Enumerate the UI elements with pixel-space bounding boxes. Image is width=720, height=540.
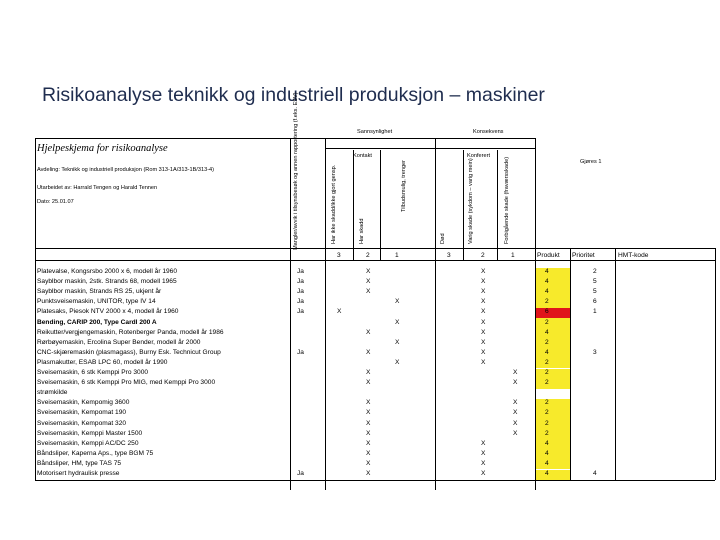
- row-mangler: Ja: [297, 278, 304, 286]
- row-machine-name: Sveisemaskin, Kemppi AC/DC 250: [37, 439, 139, 447]
- risk-cell-medium: [536, 429, 570, 439]
- row-varig: X: [481, 449, 486, 457]
- row-forbi: X: [513, 399, 518, 407]
- row-varig: X: [481, 298, 486, 306]
- risk-cell-medium: [536, 369, 570, 379]
- varig-mein-header: Varig skade (sykdom – varig mein): [468, 158, 474, 244]
- row-varig: X: [481, 358, 486, 366]
- row-produkt: 2: [545, 399, 549, 407]
- row-mangler: Ja: [297, 308, 304, 316]
- hms-header: HMT-kode: [618, 252, 649, 259]
- scale-k1: 1: [511, 252, 515, 259]
- row-skadd: X: [366, 470, 371, 477]
- scale-k2: 2: [481, 252, 485, 259]
- risk-cell-medium: [536, 268, 570, 278]
- row-machine-name: CNC-skjæremaskin (plasmagass), Burny Esk. Technicut Group: [37, 348, 221, 356]
- row-prioritet: 3: [593, 348, 597, 356]
- gjoremal-header: Gjøres 1: [580, 159, 602, 165]
- row-mangler: Ja: [297, 470, 304, 477]
- row-machine-name: Platesaks, Piesok NTV 2000 x 4, modell år 1960: [37, 308, 179, 316]
- row-prioritet: 1: [593, 308, 597, 316]
- row-produkt: 2: [545, 318, 549, 326]
- row-prioritet: 6: [593, 298, 597, 306]
- row-machine-name: Bending, CARIP 200, Type Cardl 200 A: [37, 318, 157, 326]
- risk-cell-high: [536, 308, 570, 318]
- row-forbi: X: [513, 369, 518, 376]
- risk-cell-medium: [536, 470, 570, 480]
- row-tilbud: X: [395, 318, 400, 326]
- sannsynlighet-header: Sannsynlighet: [357, 129, 393, 135]
- row-prioritet: 5: [593, 288, 597, 296]
- row-skadd: X: [366, 278, 371, 286]
- row-produkt: 4: [545, 288, 549, 296]
- row-mangler: Ja: [297, 298, 304, 306]
- row-varig: X: [481, 459, 486, 467]
- row-machine-name: Båndsliper, Kaperna Aps., type BGM 75: [37, 449, 154, 457]
- dato-text: Dato: 25.01.07: [37, 199, 74, 205]
- row-produkt: 4: [545, 470, 549, 477]
- row-skadd: X: [366, 399, 371, 407]
- row-produkt: 2: [545, 419, 549, 427]
- row-varig: X: [481, 288, 486, 296]
- row-produkt: 2: [545, 338, 549, 346]
- risk-cell-medium: [536, 288, 570, 298]
- row-machine-name: Motorisert hydraulisk presse: [37, 470, 120, 477]
- table-bottom-rule: [35, 480, 715, 481]
- risk-cell-medium: [536, 348, 570, 358]
- row-machine-name: Sveisemaskin, 6 stk Kemppi Pro 3000: [37, 369, 149, 376]
- row-skadd: X: [366, 268, 371, 275]
- risk-cell-medium: [536, 409, 570, 419]
- row-produkt: 2: [545, 379, 549, 387]
- row-forbi: X: [513, 409, 518, 417]
- row-prioritet: 2: [593, 268, 597, 275]
- risk-cell-medium: [536, 399, 570, 409]
- risk-cell-medium: [536, 379, 570, 389]
- row-prioritet: 5: [593, 278, 597, 286]
- row-varig: X: [481, 278, 486, 286]
- row-produkt: 4: [545, 459, 549, 467]
- scale-s3: 3: [337, 252, 341, 259]
- row-varig: X: [481, 308, 486, 316]
- row-prioritet: 4: [593, 470, 597, 477]
- row-produkt: 2: [545, 369, 549, 376]
- tilbudsmulig-header: Tilbudsmulig, trenger: [401, 159, 407, 212]
- row-skadd: X: [366, 449, 371, 457]
- row-tilbud: X: [395, 358, 400, 366]
- column-rule: [570, 248, 571, 480]
- risk-cell-medium: [536, 328, 570, 338]
- risk-cell-medium: [536, 439, 570, 449]
- konsekvens-header: Konsekvens: [473, 129, 504, 135]
- row-machine-name: Plasmakutter, ESAB LPC 60, modell år 1990: [37, 358, 168, 366]
- risk-cell-medium: [536, 449, 570, 459]
- forbigaende-header: Forbigående skade (fraværsskade): [504, 156, 510, 244]
- row-mangler: Ja: [297, 288, 304, 296]
- produkt-header: Produkt: [537, 252, 560, 259]
- row-machine-name: strømkilde: [37, 389, 68, 397]
- row-skadd: X: [366, 369, 371, 376]
- row-produkt: 6: [545, 308, 549, 316]
- row-machine-name: Platevalse, Kongsrsbo 2000 x 6, modell år 1960: [37, 268, 178, 275]
- row-skadd: X: [366, 328, 371, 336]
- row-produkt: 4: [545, 348, 549, 356]
- row-produkt: 2: [545, 409, 549, 417]
- row-machine-name: Sveisemaskin, 6 stk Kemppi Pro MIG, med Kemppi Pro 3000: [37, 379, 216, 387]
- row-produkt: 4: [545, 449, 549, 457]
- risk-cell-medium: [536, 318, 570, 328]
- row-machine-name: Punktsveisemaskin, UNITOR, type IV 14: [37, 298, 156, 306]
- row-produkt: 4: [545, 278, 549, 286]
- row-machine-name: Sayblbor maskin, 2stk. Strands 68, modell 1965: [37, 278, 177, 286]
- risk-cell-medium: [536, 358, 570, 368]
- risk-cell-medium: [536, 278, 570, 288]
- row-forbi: X: [513, 429, 518, 437]
- row-skadd: X: [366, 348, 371, 356]
- column-rule: [35, 248, 36, 480]
- row-machine-name: Reikutter/vergjengemaskin, Rotenberger Panda, modell år 1986: [37, 328, 224, 336]
- row-varig: X: [481, 338, 486, 346]
- row-skadd: X: [366, 379, 371, 387]
- row-machine-name: Sveisemaskin, Kempomat 320: [37, 419, 127, 427]
- scale-s2: 2: [366, 252, 370, 259]
- column-rule: [715, 248, 716, 480]
- dod-header: Død: [440, 233, 446, 244]
- row-machine-name: Rørbøyemaskin, Ercolina Super Bender, modell år 2000: [37, 338, 201, 346]
- row-produkt: 2: [545, 358, 549, 366]
- page-title: Risikoanalyse teknikk og industriell produksjon – maskiner: [42, 84, 545, 106]
- row-machine-name: Sveisemaskin, Kempomat 190: [37, 409, 127, 417]
- risk-cell-medium: [536, 459, 570, 469]
- risk-cell-medium: [536, 338, 570, 348]
- row-skadd: X: [366, 439, 371, 447]
- row-varig: X: [481, 348, 486, 356]
- risk-cell-medium: [536, 419, 570, 429]
- row-produkt: 4: [545, 439, 549, 447]
- row-forbi: X: [513, 419, 518, 427]
- row-skadd: X: [366, 409, 371, 417]
- row-varig: X: [481, 328, 486, 336]
- row-skadd: X: [366, 459, 371, 467]
- avdeling-text: Avdeling: Teknikk og industriell produksjon (Rom 313-1A/313-1B/313-4): [37, 167, 215, 173]
- row-produkt: 2: [545, 429, 549, 437]
- kontakt-header: Kontakt: [353, 153, 372, 159]
- row-forbi: X: [513, 379, 518, 387]
- row-produkt: 4: [545, 268, 549, 275]
- row-varig: X: [481, 470, 486, 477]
- row-tilbud: X: [395, 338, 400, 346]
- mangler-header: Mangler/avvik i tilsynsbesøk og annen rapportering (f.eks. ESV): [293, 92, 299, 250]
- prioritet-header: Prioritet: [572, 252, 595, 259]
- row-varig: X: [481, 318, 486, 326]
- scale-s1: 1: [395, 252, 399, 259]
- risk-cell-medium: [536, 298, 570, 308]
- row-skadd: X: [366, 419, 371, 427]
- skadd-header: Har skadd: [359, 218, 365, 244]
- row-mangler: Ja: [297, 348, 304, 356]
- utarbeidet-text: Utarbeidet av: Harrald Tengen og Harald Tennen: [37, 185, 158, 191]
- row-machine-name: Sveisemaskin, Kempomig 3600: [37, 399, 130, 407]
- row-varig: X: [481, 268, 486, 275]
- sheet-heading: Hjelpeskjema for risikoanalyse: [37, 143, 168, 154]
- row-machine-name: Båndsliper, HM, type TAS 75: [37, 459, 122, 467]
- row-skadd: X: [366, 429, 371, 437]
- row-mangler: Ja: [297, 268, 304, 275]
- ikke-skadd-header: Har ikke skadd/ikke gjort gensp.: [331, 164, 337, 244]
- konfert-header: Konferert: [467, 153, 491, 159]
- row-machine-name: Sayblbor maskin, Strands RS 25, ukjent år: [37, 288, 162, 296]
- column-rule: [615, 248, 616, 480]
- scale-k3: 3: [447, 252, 451, 259]
- row-produkt: 2: [545, 298, 549, 306]
- row-varig: X: [481, 439, 486, 447]
- row-ikke-skadd: X: [337, 308, 342, 316]
- row-machine-name: Sveisemaskin, Kemppi Master 1500: [37, 429, 143, 437]
- row-tilbud: X: [395, 298, 400, 306]
- row-skadd: X: [366, 288, 371, 296]
- row-produkt: 4: [545, 328, 549, 336]
